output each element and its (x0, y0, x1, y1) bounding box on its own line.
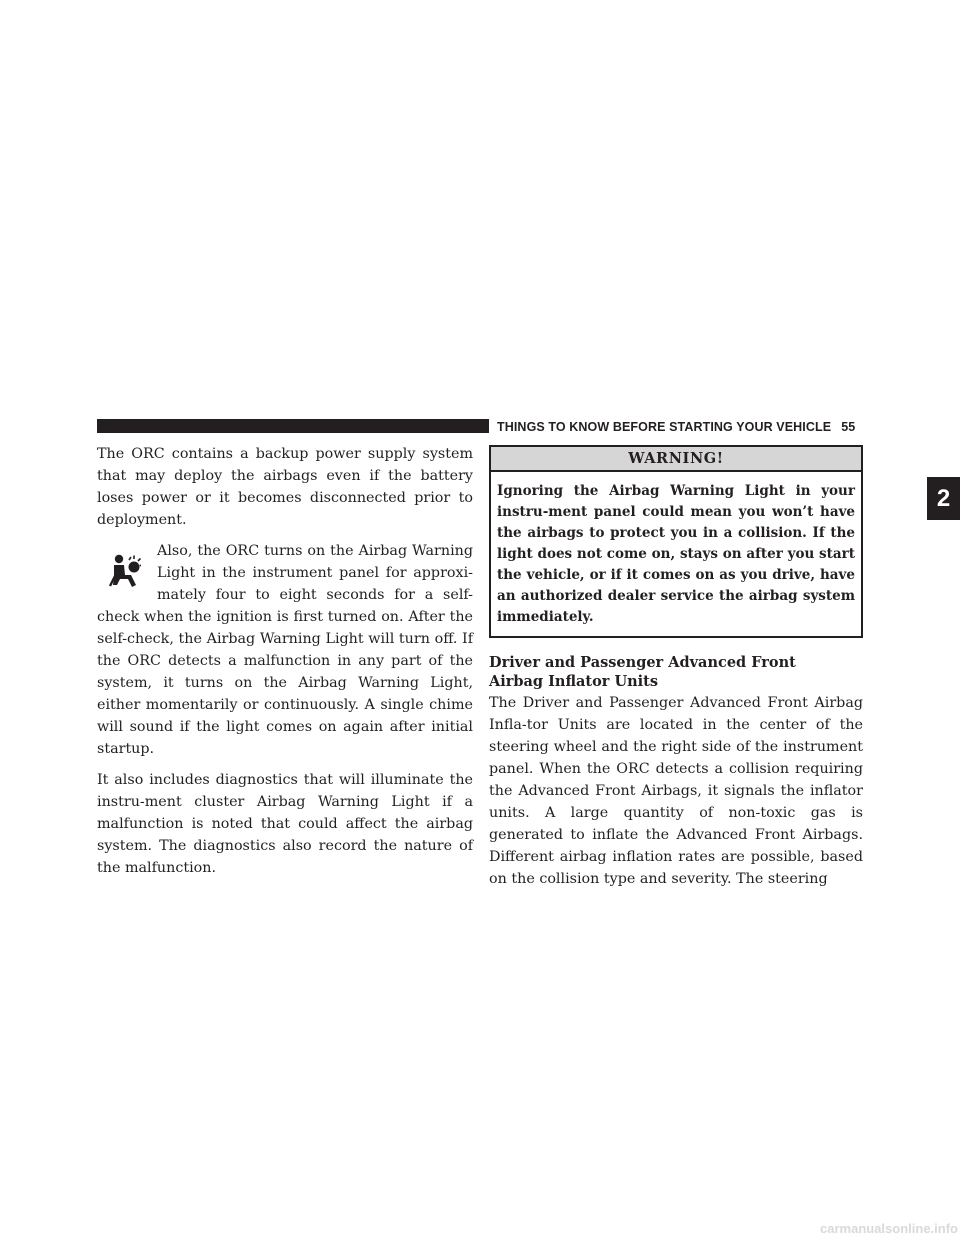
header-title: THINGS TO KNOW BEFORE STARTING YOUR VEHICLE (497, 420, 832, 434)
paragraph-diagnostics: It also includes diagnostics that will illuminate the instru-ment cluster Airbag Warning Light if a malfunction is noted that could affect the airbag system. The diagnostics also record the nature of the malfunction. (97, 772, 473, 876)
left-column (97, 443, 473, 879)
paragraph-backup-power: The ORC contains a backup power supply system that may deploy the airbags even if the battery loses power or it becomes disconnected prior to deployment. (97, 446, 473, 528)
section-body: The Driver and Passenger Advanced Front Airbag Infla-tor Units are located in the center of the steering wheel and the right side of the instrument panel. When the ORC detects a collision requiring the Advanced Front Airbags, it signals the inflator units. A large quantity of non-toxic gas is generated to inflate the Advanced Front Airbags. Different airbag inflation rates are possible, based on the collision type and severity. The steering (489, 695, 863, 887)
paragraph-warning-light (97, 540, 473, 760)
airbag-warning-light-icon (97, 540, 157, 606)
right-column (489, 445, 863, 890)
chapter-tab: 2 (927, 477, 960, 520)
section-heading: Driver and Passenger Advanced Front Airbag Inflator Units (489, 654, 796, 690)
running-header (497, 419, 869, 435)
warning-title: WARNING! (491, 447, 861, 472)
page-number: 55 (841, 420, 856, 434)
watermark: carmanualsonline.info (820, 1221, 958, 1236)
paragraph-warning-light-text: Also, the ORC turns on the Airbag Warning Light in the instrument panel for approxi-mately four to eight seconds for a self-check when the ignition is first turned on. After the self-check, the Airbag Warning Light will turn off. If the ORC detects a malfunction in any part of the system, it turns on the Airbag Warning Light, either momentarily or continuously. A single chime will sound if the light comes on again after initial startup. (97, 543, 473, 757)
header-rule-bar (97, 419, 489, 433)
warning-box (489, 445, 863, 638)
warning-body: Ignoring the Airbag Warning Light in your instru-ment panel could mean you won’t have the airbags to protect you in a collision. If the light does not come on, stays on after you start the vehicle, or if it comes on as you drive, have an authorized dealer service the airbag system immediately. (497, 483, 855, 625)
